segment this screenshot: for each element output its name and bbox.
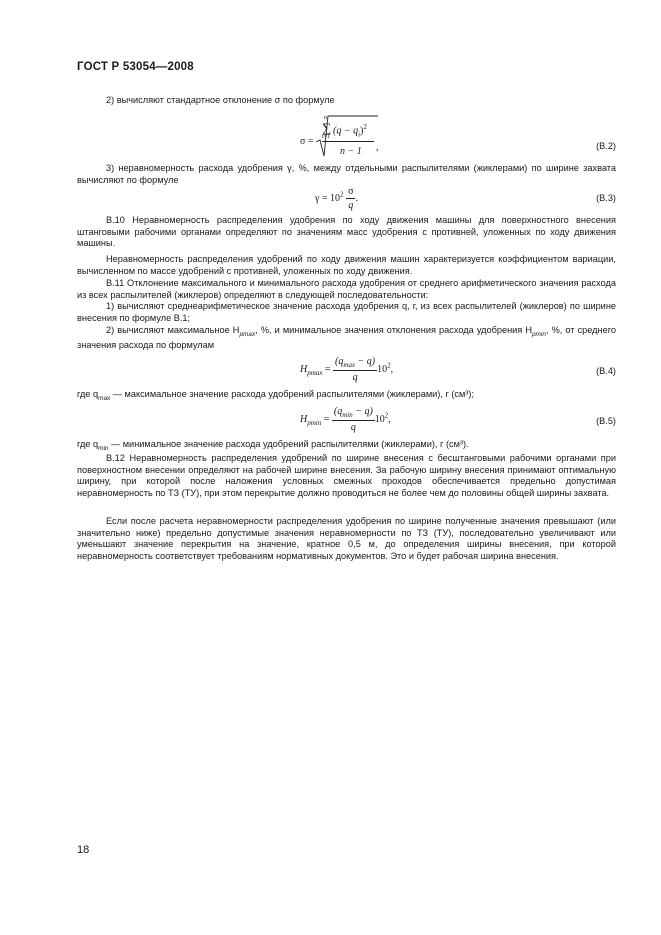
- formula-b3-fraction: $\frac{\sigma}{q}$: [348, 186, 354, 211]
- paragraph-b10: В.10 Неравномерность распределения удобрения по ходу движения машины для поверхностного внесения штанговыми рабочими органами определяют по значениям масс удобрения с противней, уложенных по ходу движения машины.: [77, 215, 616, 249]
- formula-b2-numerator: $(q - q_i)^2$: [333, 123, 367, 139]
- paragraph-unevenness: 3) неравномерность расхода удобрения γ, %, между отдельными распылителями (жиклерами) по ширине захвата вычисляют по формуле: [77, 163, 616, 185]
- formula-b2: σ = n ∑ i=1 $(q - q_i)^2$ n − 1 ,: [300, 114, 420, 160]
- formula-b2-denominator: n − 1: [340, 146, 362, 157]
- formula-b5: $H_{pmin}$ = $\frac{(q_{min} - q)}{q}$ $10^2$,: [300, 406, 391, 433]
- paragraph-step-1: 1) вычисляют среднеарифметическое значение расхода удобрения q, г, из всех распылителей (жиклеров) по ширине внесения по формуле В.1;: [77, 301, 616, 323]
- equation-number-b4: (В.4): [596, 366, 616, 376]
- where-qmax: где $q_{max}$ — максимальное значение расхода удобрений распылителями (жиклерами), г (см³);: [77, 389, 474, 402]
- sum-upper-limit: n: [324, 115, 327, 121]
- page-number: 18: [77, 844, 90, 856]
- equation-number-b3: (В.3): [596, 193, 616, 203]
- document-header: ГОСТ Р 53054—2008: [77, 61, 194, 73]
- paragraph-b12: В.12 Неравномерность распределения удобрений по ширине внесения с бесштанговыми рабочими органами при поверхностном внесении определяют на рабочей ширине внесения. За рабочую ширину внесения принимают оптимальную ширину, при которой после наложения условных смежных проходов обеспечивается предельно допустимая неравномерность по ТЗ (ТУ), при этом перекрытие должно проводиться не более чем до половины общей ширины захвата.: [77, 453, 616, 498]
- paragraph-variation: Неравномерность распределения удобрений по ходу движения машин характеризуется коэффициентом вариации, вычисленном по массе удобрений с противней, уложенных по ходу движения.: [77, 254, 616, 276]
- paragraph-overlap: Если после расчета неравномерности распределения удобрения по ширине полученные значения превышают (или значительно ниже) предельно допустимые значения неравномерности по ТЗ (ТУ), последовательно увеличивают или уменьшают значение перекрытия на значение, кратное 0,5 м, до определения ширины внесения, при которой неравномерность соответствует требованиям нормативных документов. Это и будет рабочая ширина внесения.: [77, 516, 616, 561]
- sum-sign-icon: ∑: [322, 120, 332, 135]
- paragraph-b11: В.11 Отклонение максимального и минимального расхода удобрения от среднего арифметического значения расхода из всех распылителей (жиклеров) определяют в следующей последовательности:: [77, 278, 616, 300]
- sum-lower-limit: i=1: [322, 134, 331, 140]
- equation-number-b5: (В.5): [596, 416, 616, 426]
- fraction-bar: [322, 141, 374, 142]
- formula-b2-lhs: σ =: [300, 136, 314, 147]
- formula-b3: $\gamma = 10^2$ $\frac{\sigma}{q}$ .: [315, 186, 358, 211]
- paragraph-std-deviation: 2) вычисляют стандартное отклонение σ по формуле: [106, 95, 335, 105]
- formula-b4: $H_{pmax}$ = $\frac{(q_{max} - q)}{q}$ $10^2$,: [300, 356, 394, 383]
- formula-b4-fraction: $\frac{(q_{max} - q)}{q}$: [335, 356, 376, 383]
- equation-number-b2: (В.2): [596, 141, 616, 151]
- paragraph-step-2: 2) вычисляют максимальное $H_{pmax}$, %, и минимальное значения отклонения расхода удобрения $H_{pmin}$, %, от среднего значения расхода по формулам: [77, 325, 616, 351]
- formula-b5-fraction: $\frac{(q_{min} - q)}{q}$: [333, 406, 373, 433]
- where-qmin: где $q_{min}$ — минимальное значение расхода удобрений распылителями (жиклерами), г (см³).: [77, 439, 469, 452]
